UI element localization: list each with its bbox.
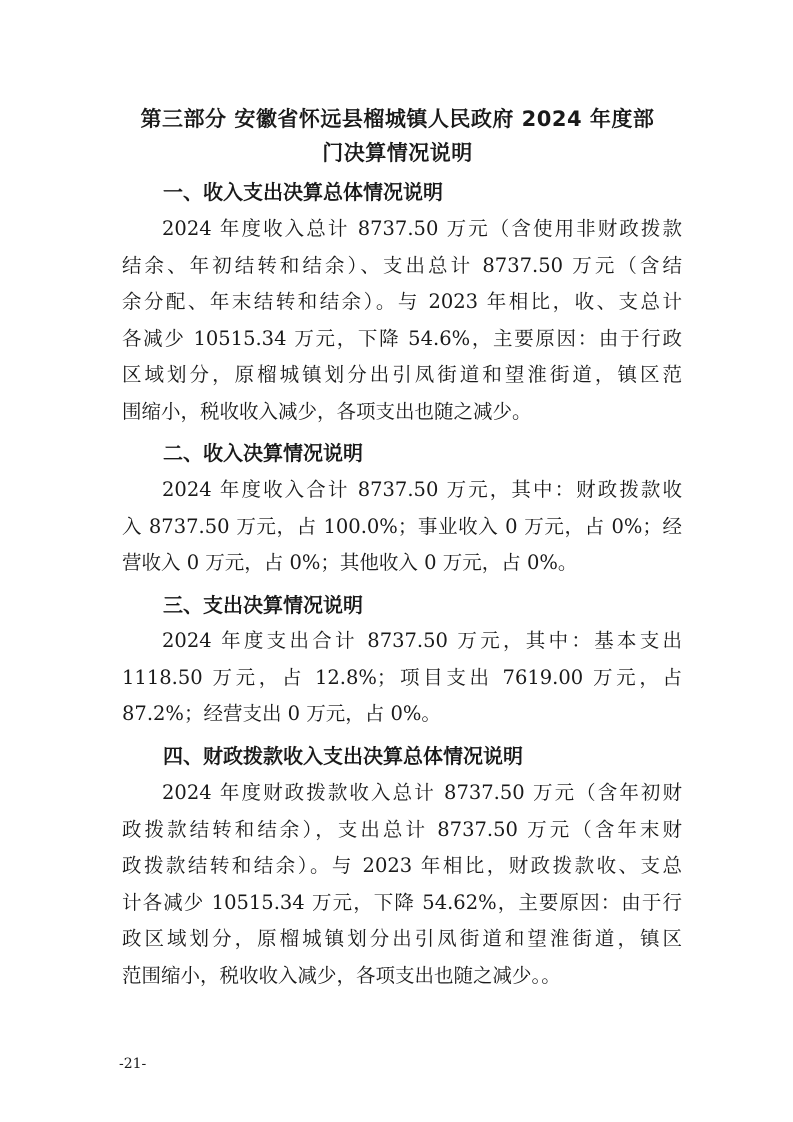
section-heading-income: 二、收入决算情况说明 bbox=[163, 441, 363, 465]
paragraph-line: 政区域划分，原榴城镇划分出引凤街道和望淮街道，镇区 bbox=[122, 927, 682, 950]
paragraph-line: 政拨款结转和结余），支出总计 8737.50 万元（含年末财 bbox=[122, 817, 682, 841]
paragraph-line: 2024 年度财政拨款收入总计 8737.50 万元（含年初财 bbox=[162, 781, 682, 804]
paragraph-line: 1118.50 万元，占 12.8%；项目支出 7619.00 万元，占 bbox=[122, 665, 682, 689]
paragraph-line: 2024 年度收入总计 8737.50 万元（含使用非财政拨款 bbox=[162, 217, 682, 240]
paragraph-line: 政拨款结转和结余）。与 2023 年相比，财政拨款收、支总 bbox=[122, 854, 682, 877]
paragraph-line: 范围缩小，税收收入减少，各项支出也随之减少。。 bbox=[122, 963, 561, 987]
title-line-2: 门决算情况说明 bbox=[322, 141, 473, 165]
paragraph-line: 计各减少 10515.34 万元，下降 54.62%，主要原因：由于行 bbox=[122, 890, 682, 914]
title-line-1: 第三部分 安徽省怀远县榴城镇人民政府 2024 年度部 bbox=[140, 107, 655, 131]
paragraph-line: 余分配、年末结转和结余）。与 2023 年相比，收、支总计 bbox=[122, 290, 682, 313]
paragraph-line: 各减少 10515.34 万元，下降 54.6%，主要原因：由于行政 bbox=[122, 326, 682, 350]
page-number: -21- bbox=[119, 1056, 147, 1072]
section-heading-expenditure: 三、支出决算情况说明 bbox=[163, 593, 363, 617]
paragraph-line: 营收入 0 万元，占 0%；其他收入 0 万元，占 0%。 bbox=[122, 551, 578, 574]
paragraph-line: 围缩小，税收收入减少，各项支出也随之减少。 bbox=[122, 399, 532, 423]
section-paragraph-fiscal-appropriation bbox=[122, 775, 682, 994]
section-paragraph-income-expenditure-overview bbox=[122, 211, 682, 430]
section-heading-income-expenditure-overview: 一、收入支出决算总体情况说明 bbox=[163, 180, 443, 204]
paragraph-line: 87.2%；经营支出 0 万元，占 0%。 bbox=[122, 702, 441, 725]
section-heading-fiscal-appropriation: 四、财政拨款收入支出决算总体情况说明 bbox=[163, 744, 523, 768]
paragraph-line: 2024 年度支出合计 8737.50 万元，其中：基本支出 bbox=[162, 629, 682, 652]
section-paragraph-income bbox=[122, 472, 682, 582]
paragraph-line: 入 8737.50 万元，占 100.0%；事业收入 0 万元，占 0%；经 bbox=[122, 514, 682, 538]
paragraph-line: 2024 年度收入合计 8737.50 万元，其中：财政拨款收 bbox=[162, 478, 682, 501]
paragraph-line: 结余、年初结转和结余）、支出总计 8737.50 万元（含结 bbox=[122, 253, 682, 277]
page-title bbox=[120, 102, 675, 170]
paragraph-line: 区域划分，原榴城镇划分出引凤街道和望淮街道，镇区范 bbox=[122, 363, 682, 386]
section-paragraph-expenditure bbox=[122, 623, 682, 733]
